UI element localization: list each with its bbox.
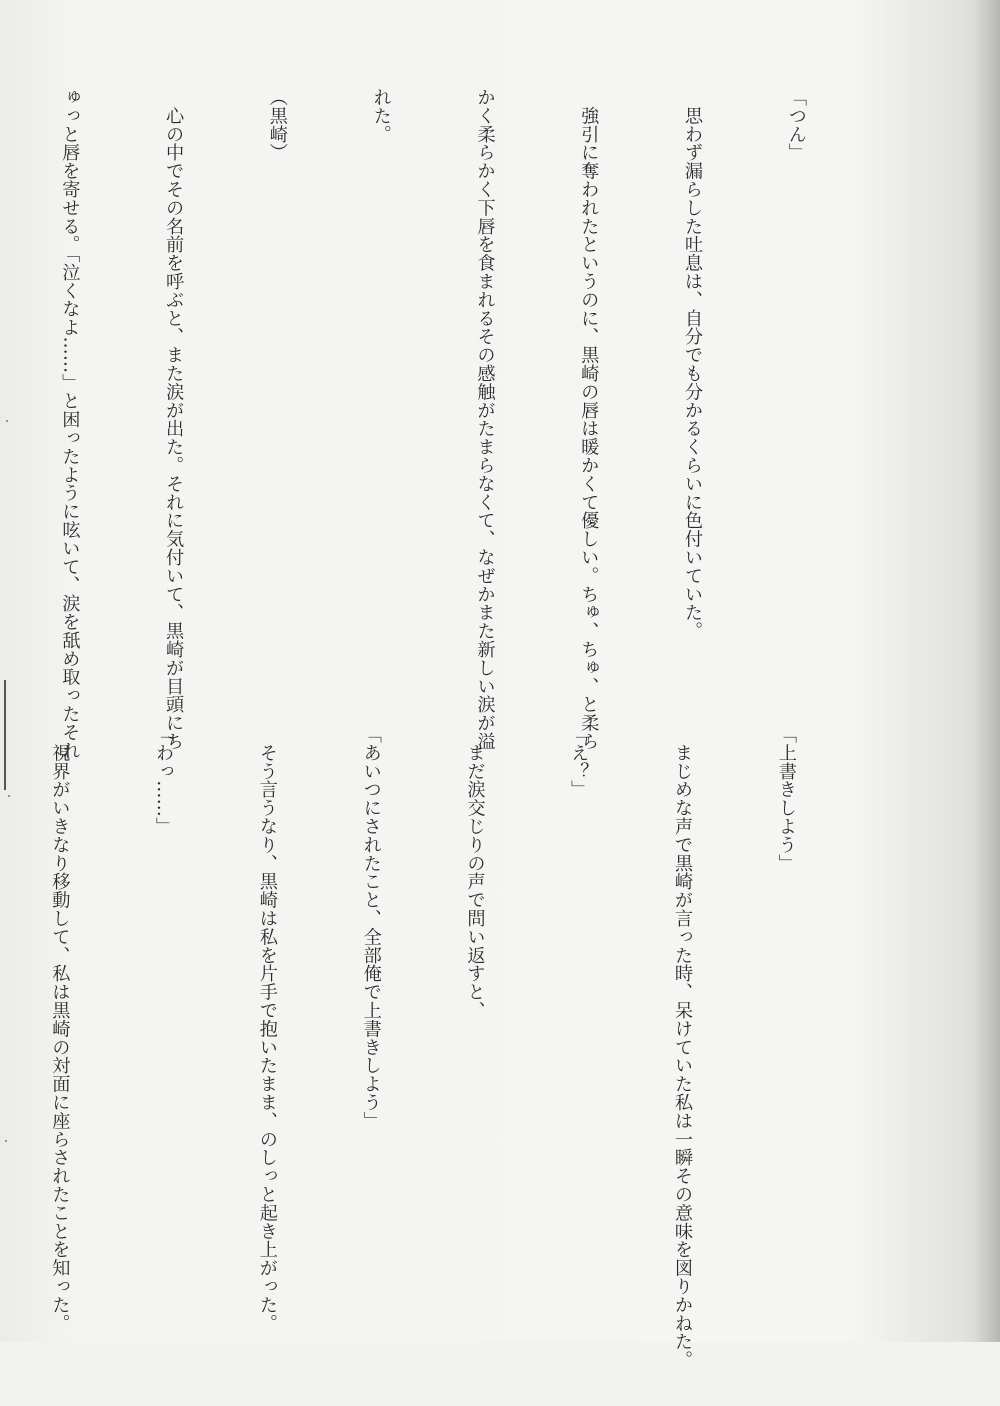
text-line: まだ涙交じりの声で問い返すと、 bbox=[464, 725, 486, 1020]
text-line: 思わず漏らした吐息は、自分でも分かるくらいに色付いていた。 bbox=[682, 88, 704, 640]
lower-text-block bbox=[0, 725, 872, 1369]
text-line: 強引に奪われたというのに、黒崎の唇は暖かくて優しい。ちゅ、ちゅ、と柔ら bbox=[578, 88, 600, 751]
text-line: まじめな声で黒崎が言った時、呆けていた私は一瞬その意味を図りかねた。 bbox=[672, 725, 694, 1369]
text-line: （黒崎） bbox=[266, 88, 288, 162]
text-line: 「え？」 bbox=[568, 725, 590, 799]
text-line: ゅっと唇を寄せる。「泣くなよ……」と困ったように呟いて、涙を舐め取ったそれ bbox=[59, 88, 81, 760]
text-line: れた。 bbox=[370, 88, 392, 144]
text-line: 視界がいきなり移動して、私は黒崎の対面に座らされたことを知った。 bbox=[49, 725, 71, 1333]
text-line: 「あいつにされたこと、全部俺で上書きしよう」 bbox=[360, 725, 382, 1130]
text-line: そう言うなり、黒崎は私を片手で抱いたまま、のしっと起き上がった。 bbox=[256, 725, 278, 1333]
upper-text-block bbox=[0, 88, 882, 760]
text-line: 「上書きしよう」 bbox=[775, 725, 797, 873]
text-line: 心の中でその名前を呼ぶと、また涙が出た。それに気付いて、黒崎が目頭にち bbox=[163, 88, 185, 751]
text-line: 「わっ……」 bbox=[153, 725, 175, 836]
text-line: 「つん」 bbox=[785, 88, 807, 162]
text-line: かく柔らかく下唇を食まれるその感触がたまらなくて、なぜかまた新しい涙が溢 bbox=[474, 88, 496, 751]
page-edge-shadow bbox=[974, 0, 1000, 1342]
